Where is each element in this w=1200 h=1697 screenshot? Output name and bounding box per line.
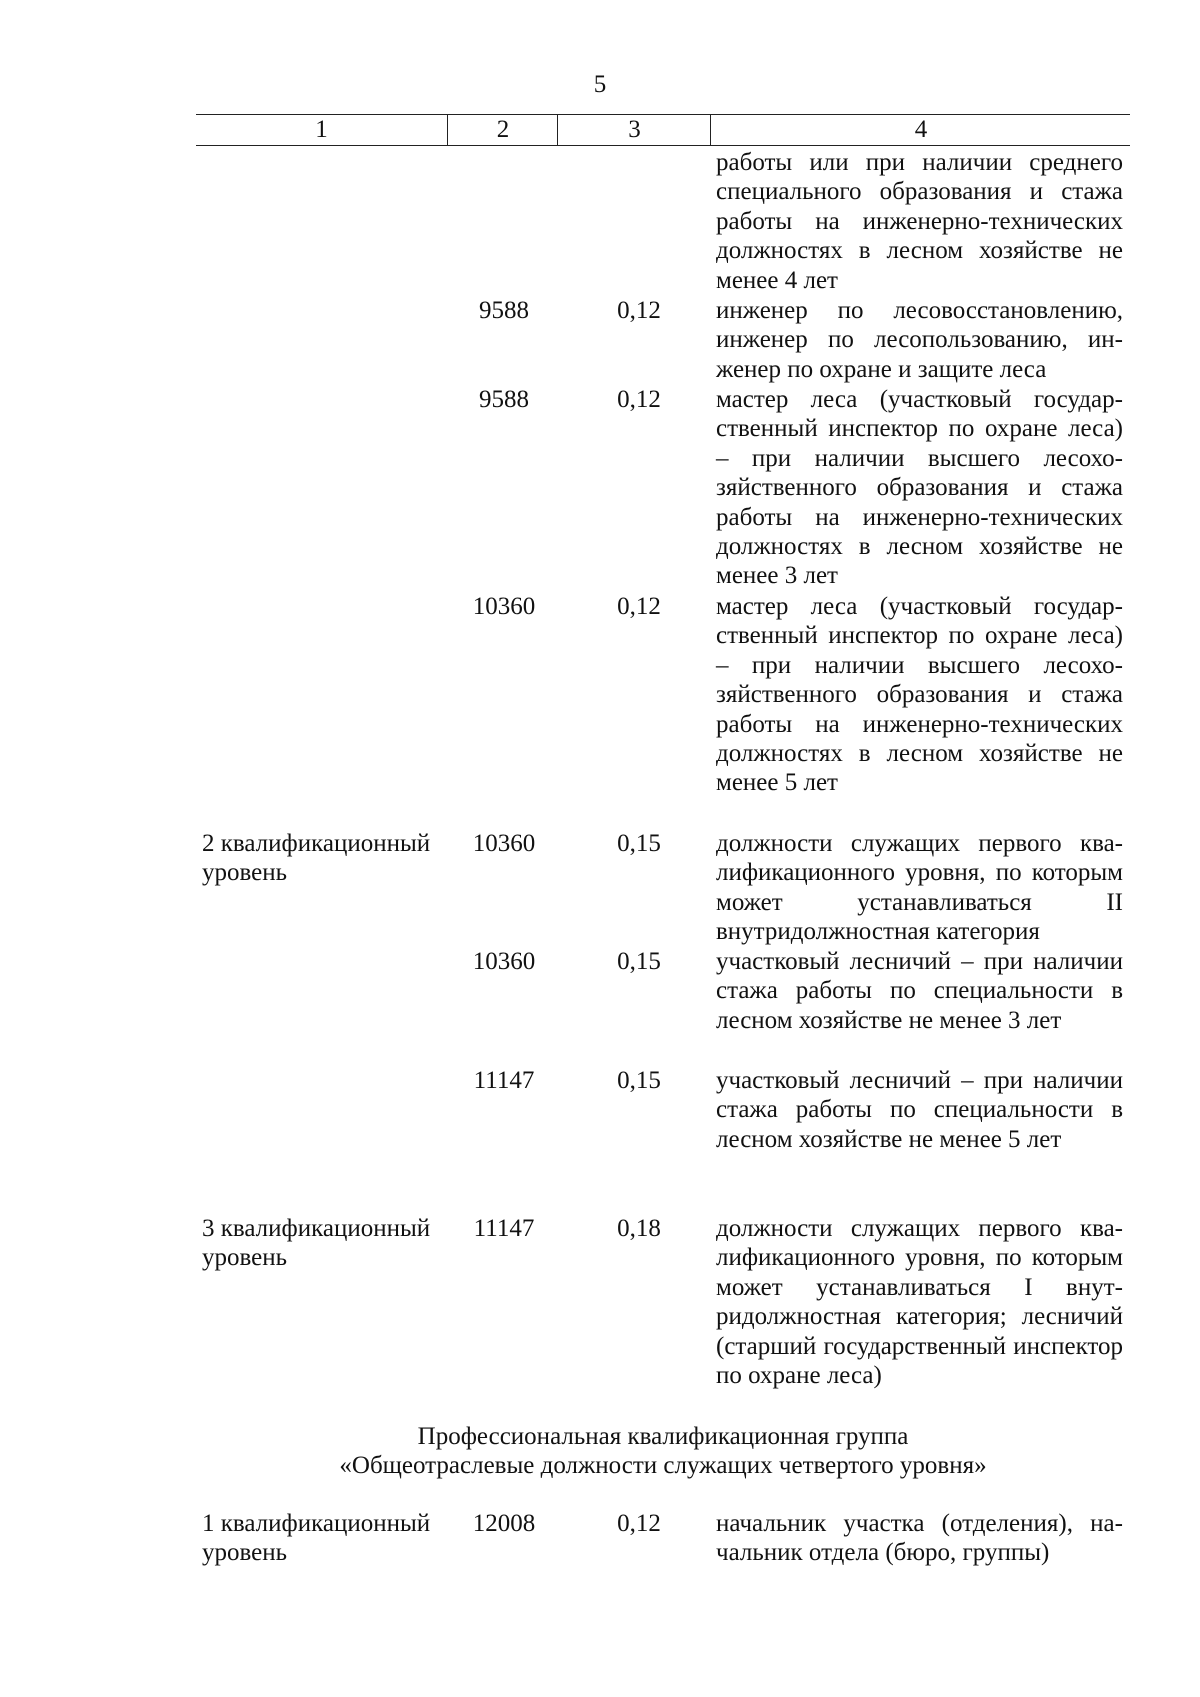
table-row-salary: 11147 — [473, 1067, 535, 1094]
table-row-coefficient: 0,12 — [617, 297, 661, 324]
table-row-salary: 12008 — [472, 1510, 536, 1537]
table-row-coefficient: 0,15 — [617, 830, 661, 857]
table-row-level: 2 квалификационный уровень — [202, 830, 431, 887]
table-row-positions: участковый лесничий – при наличии стажа работы по специальности в лесном хозяйстве не менее 5 лет — [716, 1067, 1123, 1153]
table-row-coefficient: 0,18 — [617, 1215, 661, 1242]
group-title-line-1: Профессиональная квалификационная группа — [417, 1423, 909, 1450]
table-row-coefficient: 0,15 — [617, 1067, 661, 1094]
table-row-positions: мастер леса (участковый государственный инспектор по охране леса) – при наличии высшего лесохозяйственного образования и стажа работы на инженерно-технических должностях в лесном хозяйстве не менее 5 лет — [716, 593, 1123, 797]
page-number: 5 — [593, 71, 607, 98]
table-row-positions: работы или при наличии среднего специального образования и стажа работы на инженерно-технических должностях в лесном хозяйстве не менее 4 лет — [716, 149, 1123, 294]
table-header — [196, 114, 1130, 146]
header-col-3: 3 — [557, 115, 711, 145]
table-row-level: 1 квалификационный уровень — [202, 1510, 431, 1567]
table-row-positions: должности служащих первого квалификационного уровня, по которым может устанавливаться I внутридолжностная категория; лесничий (старший государственный инспектор по охране леса) — [716, 1215, 1123, 1390]
table-row-salary: 10360 — [472, 830, 536, 857]
table-row-positions: начальник участка (отделения), начальник отдела (бюро, группы) — [716, 1510, 1123, 1567]
header-col-2: 2 — [447, 115, 558, 145]
table-row-positions: инженер по лесовосстановлению, инженер по лесопользованию, инженер по охране и защите леса — [716, 297, 1123, 383]
group-title-line-2: «Общеотраслевые должности служащих четвертого уровня» — [339, 1452, 987, 1479]
table-row-salary: 9588 — [479, 297, 529, 324]
table-row-coefficient: 0,12 — [617, 386, 661, 413]
table-row-coefficient: 0,15 — [617, 948, 661, 975]
header-col-1: 1 — [315, 116, 328, 143]
table-row-positions: мастер леса (участковый государственный инспектор по охране леса) – при наличии высшего лесохозяйственного образования и стажа работы на инженерно-технических должностях в лесном хозяйстве не менее 3 лет — [716, 386, 1123, 590]
table-row-coefficient: 0,12 — [617, 593, 661, 620]
table-row-salary: 11147 — [473, 1215, 535, 1242]
table-row-salary: 10360 — [472, 948, 536, 975]
table-row-salary: 9588 — [479, 386, 529, 413]
table-row-level: 3 квалификационный уровень — [202, 1215, 431, 1272]
table-row-salary: 10360 — [472, 593, 536, 620]
table-row-coefficient: 0,12 — [617, 1510, 661, 1537]
header-col-4: 4 — [710, 115, 1131, 145]
table-row-positions: участковый лесничий – при наличии стажа работы по специальности в лесном хозяйстве не менее 3 лет — [716, 948, 1123, 1034]
table-row-positions: должности служащих первого квалификационного уровня, по которым может устанавливаться II внутридолжностная категория — [716, 830, 1123, 946]
